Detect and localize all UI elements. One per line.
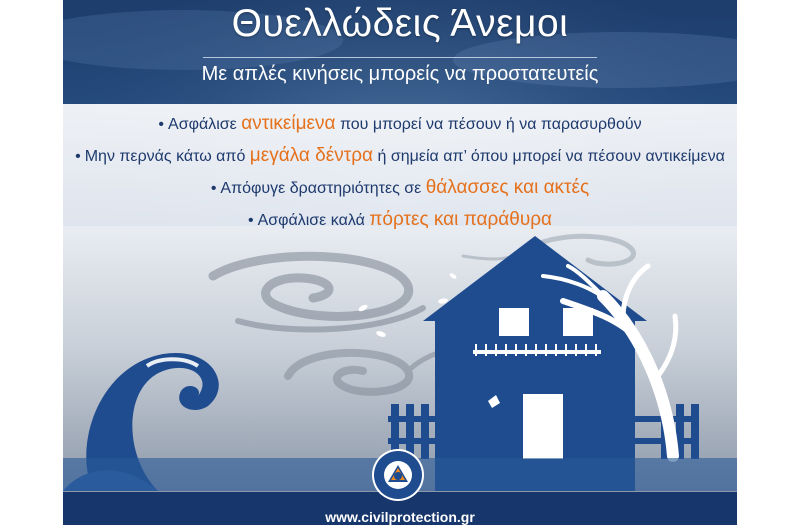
tip-text: Ασφάλισε <box>168 116 242 133</box>
tip-highlight: πόρτες και παράθυρα <box>369 209 553 230</box>
tips-list <box>63 108 737 236</box>
poster-frame <box>63 0 737 525</box>
tip-highlight: θάλασσες και ακτές <box>425 177 590 198</box>
tip-text: Απόφυγε δραστηριότητες σε <box>220 180 426 197</box>
tip-item <box>63 140 737 172</box>
title-divider <box>203 57 597 58</box>
tip-text: Μην περνάς κάτω από <box>84 148 250 165</box>
tip-highlight: μεγάλα δέντρα <box>249 145 374 166</box>
bullet-icon: • <box>75 148 81 165</box>
wind-swirl-icon <box>213 256 423 329</box>
tip-highlight: αντικείμενα <box>241 113 336 134</box>
tip-text: ή σημεία απ’ όπου μπορεί να πέσουν αντικείμενα <box>373 148 725 165</box>
bullet-icon: • <box>210 180 217 197</box>
tip-item <box>63 108 737 140</box>
wind-swirl-icon <box>288 346 458 392</box>
bullet-icon: • <box>158 116 165 133</box>
tip-item <box>63 172 737 204</box>
tip-text: Ασφάλισε καλά <box>257 212 370 229</box>
house-icon <box>423 236 647 491</box>
civil-protection-emblem <box>371 448 425 502</box>
website-link[interactable]: www.civilprotection.gr <box>325 509 475 525</box>
subtitle: Με απλές κινήσεις μπορείς να προστατευτείς <box>201 63 599 85</box>
page-title: Θυελλώδεις Άνεμοι <box>231 2 569 45</box>
tip-text: που μπορεί να πέσουν ή να παρασυρθούν <box>335 116 642 133</box>
bullet-icon: • <box>247 212 254 229</box>
